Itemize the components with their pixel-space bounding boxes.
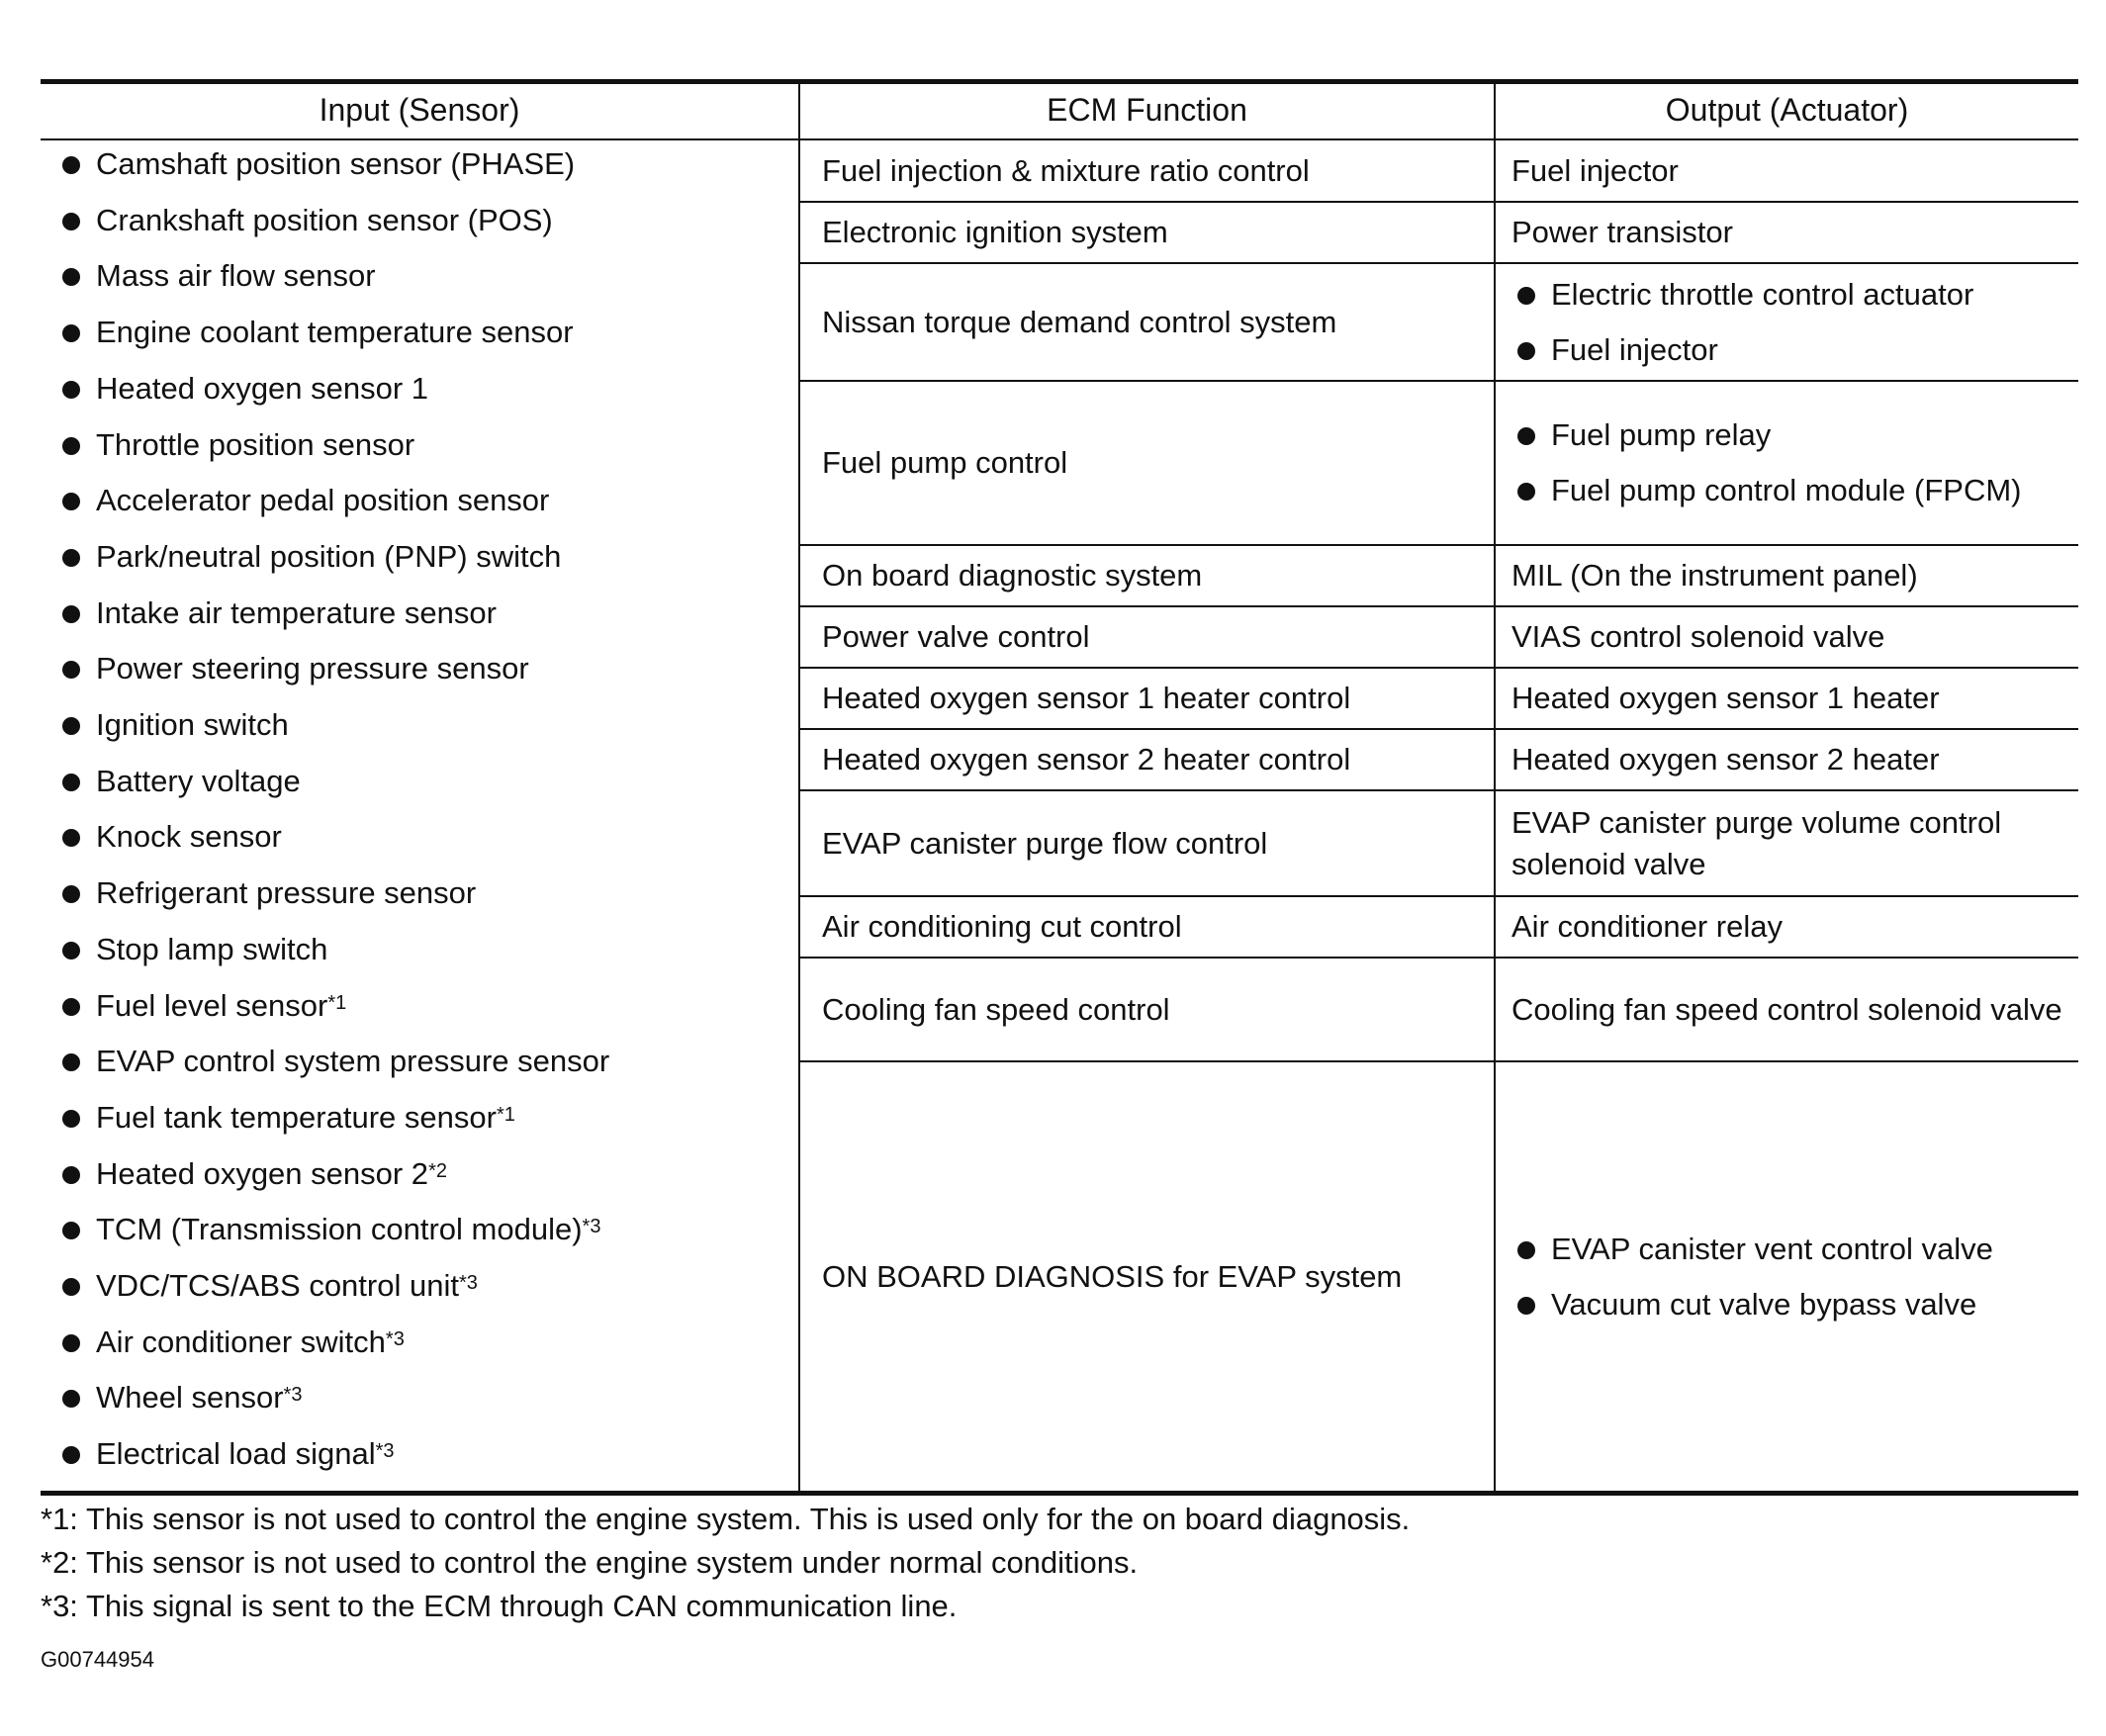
bullet-icon [62,605,80,623]
ecm-function-cell: Fuel injection & mixture ratio control [822,153,1310,188]
ecm-function-cell: Nissan torque demand control system [822,304,1337,339]
output-cell [1517,263,2081,381]
output-label: Power transistor [1511,215,1733,249]
output-item [1511,616,1884,658]
bullet-icon [1517,427,1535,445]
output-cell [1511,545,2075,606]
bullet-icon [62,942,80,959]
input-label: Fuel level sensor [96,987,328,1023]
bullet-icon [1517,342,1535,360]
bullet-icon [62,1053,80,1071]
input-item [62,703,289,747]
input-label: Air conditioner switch [96,1324,386,1359]
input-item: TCM (Transmission control module) $^{*3}$ [62,1208,600,1251]
bullet-icon [62,1446,80,1464]
ecm-function-cell: Fuel pump control [822,445,1068,480]
output-item [1511,678,1940,719]
bullet-icon [62,1278,80,1296]
ecm-function-cell: ON BOARD DIAGNOSIS for EVAP system [822,1259,1403,1294]
ecm-function-cell: Power valve control [822,619,1090,654]
bullet-icon [62,213,80,230]
input-label: TCM (Transmission control module) [96,1212,583,1247]
ecm-function-cell: Air conditioning cut control [822,909,1182,944]
output-label: MIL (On the instrument panel) [1511,558,1918,593]
ecm-function-cell: Heated oxygen sensor 1 heater control [822,681,1351,715]
input-item [62,928,327,971]
bullet-icon [62,549,80,567]
input-label: Mass air flow sensor [96,258,376,294]
bullet-icon [1517,1297,1535,1315]
output-label: Fuel injector [1511,153,1679,188]
output-label: VIAS control solenoid valve [1511,619,1885,654]
input-label: Stop lamp switch [96,931,328,966]
input-item [62,479,549,522]
output-cell [1511,896,2075,958]
ecm-function-cell: On board diagnostic system [822,558,1203,593]
input-item [62,311,574,354]
input-item [62,815,282,859]
header-output: Output (Actuator) [1665,92,1909,128]
bullet-icon [62,829,80,847]
bullet-icon [62,493,80,510]
header-input: Input (Sensor) [319,92,520,128]
input-label: Engine coolant temperature sensor [96,315,574,350]
input-label: Accelerator pedal position sensor [96,483,550,518]
bullet-icon [62,661,80,679]
output-cell [1511,668,2075,729]
output-item [1511,555,1918,596]
output-cell [1511,958,2075,1061]
footnote-3: *3: This signal is sent to the ECM through CAN communication line. [41,1589,958,1623]
output-cell [1511,140,2075,202]
output-label: Fuel pump control module (FPCM) [1551,473,2022,507]
bullet-icon [62,885,80,903]
bullet-icon [62,1222,80,1239]
input-item [62,199,553,242]
output-cell [1517,381,2081,545]
output-label: EVAP canister vent control valve [1551,1232,1993,1266]
bullet-icon [62,998,80,1016]
input-item: Fuel level sensor $^{*1}$ [62,984,346,1028]
header-ecm-function: ECM Function [1047,92,1247,128]
input-label: Electrical load signal [96,1436,376,1472]
input-item [62,592,497,635]
bullet-icon [62,437,80,455]
bullet-icon [62,774,80,791]
output-label: Fuel pump relay [1551,417,1772,452]
input-label: Battery voltage [96,763,301,798]
bullet-icon [62,1390,80,1408]
bullet-icon [1517,1241,1535,1259]
input-label: Fuel tank temperature sensor [96,1099,497,1135]
output-item [1511,212,1733,253]
output-label: Heated oxygen sensor 2 heater [1511,742,1940,777]
input-item [62,760,301,803]
output-cell [1511,729,2075,790]
column-divider [798,82,800,1493]
input-item: Fuel tank temperature sensor $^{*1}$ [62,1096,515,1140]
input-label: EVAP control system pressure sensor [96,1044,610,1079]
output-item [1517,470,2022,511]
bullet-icon [62,717,80,735]
output-cell [1517,1061,2081,1493]
output-label: Air conditioner relay [1511,909,1783,944]
bullet-icon [1517,287,1535,305]
output-item [1511,906,1783,948]
input-label: Intake air temperature sensor [96,594,497,630]
input-item: VDC/TCS/ABS control unit $^{*3}$ [62,1264,478,1308]
bullet-icon [62,1334,80,1352]
bullet-icon [62,1110,80,1128]
ecm-function-cell: Electronic ignition system [822,215,1168,249]
bullet-icon [1517,483,1535,501]
output-item [1511,989,2062,1031]
input-label: Heated oxygen sensor 2 [96,1155,429,1191]
input-label: Knock sensor [96,819,282,855]
input-item [62,535,561,579]
output-item [1517,414,2022,456]
footnote-1: *1: This sensor is not used to control the engine system. This is used only for the on board diagnosis. [41,1502,1411,1536]
output-item [1511,739,1940,780]
input-label: Crankshaft position sensor (POS) [96,202,553,237]
input-label: Power steering pressure sensor [96,651,529,686]
input-item: Heated oxygen sensor 2 $^{*2}$ [62,1152,447,1196]
input-label: Camshaft position sensor (PHASE) [96,146,576,181]
input-label: VDC/TCS/ABS control unit [96,1268,459,1303]
ecm-io-table [41,79,2078,1496]
output-cell [1511,606,2075,668]
output-label: Cooling fan speed control solenoid valve [1511,991,2062,1027]
output-label: Vacuum cut valve bypass valve [1551,1287,1977,1322]
input-item: Wheel sensor $^{*3}$ [62,1376,302,1419]
input-item [62,142,575,186]
input-label: Throttle position sensor [96,426,415,462]
ecm-function-cell: Cooling fan speed control [822,991,1170,1027]
output-label: Fuel injector [1551,331,1718,367]
input-item [62,1040,609,1083]
input-label: Wheel sensor [96,1380,284,1416]
input-label: Heated oxygen sensor 1 [96,370,429,406]
output-item [1511,802,2075,885]
output-item [1517,1229,1993,1270]
output-label: Electric throttle control actuator [1551,276,1974,312]
input-label: Ignition switch [96,707,289,742]
input-label: Park/neutral position (PNP) switch [96,538,562,574]
output-item [1511,150,1679,192]
input-item: Air conditioner switch $^{*3}$ [62,1321,405,1364]
bullet-icon [62,268,80,286]
input-item [62,647,529,690]
input-label: Refrigerant pressure sensor [96,875,477,911]
footnote-2: *2: This sensor is not used to control the engine system under normal conditions. [41,1545,1139,1580]
bullet-icon [62,324,80,342]
input-item [62,423,414,467]
bullet-icon [62,1166,80,1184]
ecm-function-cell: Heated oxygen sensor 2 heater control [822,742,1351,777]
input-item: Electrical load signal $^{*3}$ [62,1432,395,1476]
output-item [1517,329,1973,371]
input-item [62,254,376,298]
bullet-icon [62,156,80,174]
ecm-function-cell: EVAP canister purge flow control [822,825,1268,861]
input-item [62,871,476,915]
input-item [62,367,428,411]
bullet-icon [62,381,80,399]
output-item [1517,274,1973,316]
output-cell [1511,790,2075,896]
output-cell [1511,202,2075,263]
output-label: EVAP canister purge volume control solenoid valve [1511,804,2002,881]
output-item [1517,1284,1993,1325]
output-label: Heated oxygen sensor 1 heater [1511,681,1940,715]
figure-code: G00744954 [41,1647,154,1672]
